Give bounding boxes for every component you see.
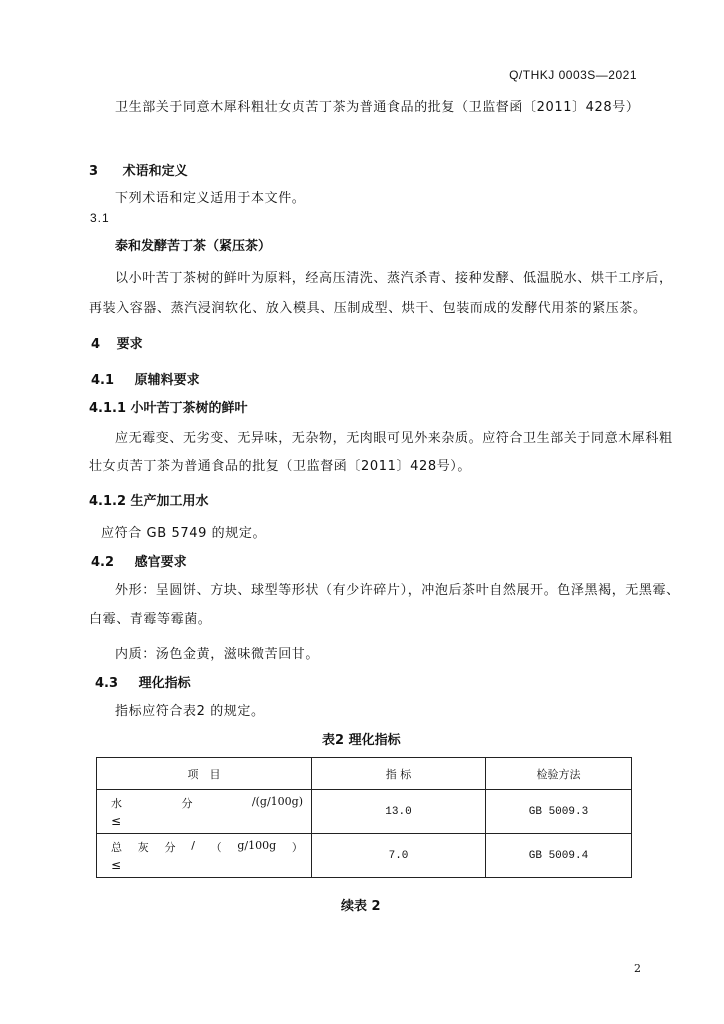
section-4-3-title: 理化指标 [138, 676, 191, 691]
section-4-1-number: 4.1 [91, 373, 115, 388]
section-4-1-2-heading: 4.1.2 生产加工用水 [89, 494, 209, 509]
row-method: GB 5009.4 [486, 834, 632, 878]
section-3-title: 术语和定义 [122, 164, 188, 179]
table-row [97, 834, 632, 878]
appearance-line2: 白霉、青霉等霉菌。 [89, 612, 212, 627]
page-number: 2 [634, 962, 641, 975]
table-continued-label: 续表 2 [341, 899, 381, 914]
le-symbol: ≤ [111, 814, 122, 828]
section-4-number: 4 [91, 337, 101, 352]
section-3-intro: 下列术语和定义适用于本文件。 [115, 191, 306, 206]
item-part: 总 [111, 841, 122, 854]
section-4-3-heading [95, 672, 191, 691]
table-caption: 表2 理化指标 [322, 733, 401, 748]
document-code: Q/THKJ 0003S—2021 [509, 68, 637, 82]
item-unit: g/100g [237, 839, 277, 852]
item-part: / [191, 839, 195, 852]
row-item-moisture [97, 790, 312, 834]
section-4-heading [91, 333, 143, 352]
section-3-heading [89, 160, 188, 179]
section-4-2-number: 4.2 [91, 555, 115, 570]
header-item: 项 目 [97, 758, 312, 790]
row-item-ash [97, 834, 312, 878]
section-3-1-number: 3.1 [90, 211, 110, 225]
term-title: 泰和发酵苦丁茶（紧压茶） [115, 239, 272, 254]
item-part: 分 [164, 841, 176, 854]
section-4-2-heading [91, 551, 187, 570]
le-symbol: ≤ [111, 858, 122, 872]
item-part: ） [291, 841, 303, 854]
inner-quality: 内质：汤色金黄，滋味微苦回甘。 [115, 647, 320, 662]
section-4-1-2-text: 应符合 GB 5749 的规定。 [101, 526, 267, 541]
header-method: 检验方法 [486, 758, 632, 790]
table-header-row [97, 758, 632, 790]
physicochemical-table [96, 757, 632, 878]
item-part: 灰 [137, 841, 149, 854]
section-3-number: 3 [89, 164, 99, 179]
term-definition-line1: 以小叶苦丁茶树的鲜叶为原料，经高压清洗、蒸汽杀青、接种发酵、低温脱水、烘干工序后， [115, 271, 673, 286]
section-4-3-number: 4.3 [95, 676, 119, 691]
appearance-line1: 外形：呈圆饼、方块、球型等形状（有少许碎片），冲泡后茶叶自然展开。色泽黑褐，无黑霉、 [115, 583, 680, 598]
table-row [97, 790, 632, 834]
item-unit: /(g/100g) [251, 795, 303, 808]
item-part: （ [210, 841, 222, 854]
header-index: 指 标 [312, 758, 486, 790]
section-4-1-1-line2: 壮女贞苦丁茶为普通食品的批复（卫监督函〔2011〕428号）。 [89, 459, 471, 474]
section-4-2-title: 感官要求 [134, 555, 187, 570]
item-part: 水 [111, 797, 122, 810]
section-4-1-title: 原辅料要求 [134, 373, 200, 388]
section-4-1-1-line1: 应无霉变、无劣变、无异味，无杂物，无肉眼可见外来杂质。应符合卫生部关于同意木犀科粗 [115, 431, 673, 446]
row-value: 13.0 [312, 790, 486, 834]
approval-reference: 卫生部关于同意木犀科粗壮女贞苦丁茶为普通食品的批复（卫监督函〔2011〕428号） [115, 100, 640, 115]
term-definition-line2: 再装入容器、蒸汽浸润软化、放入模具、压制成型、烘干、包装而成的发酵代用茶的紧压茶。 [89, 301, 647, 316]
item-part: 分 [181, 797, 193, 810]
section-4-1-1-heading: 4.1.1 小叶苦丁茶树的鲜叶 [89, 401, 248, 416]
row-value: 7.0 [312, 834, 486, 878]
section-4-3-text: 指标应符合表2 的规定。 [115, 704, 265, 719]
section-4-title: 要求 [116, 337, 143, 352]
row-method: GB 5009.3 [486, 790, 632, 834]
section-4-1-heading [91, 369, 200, 388]
